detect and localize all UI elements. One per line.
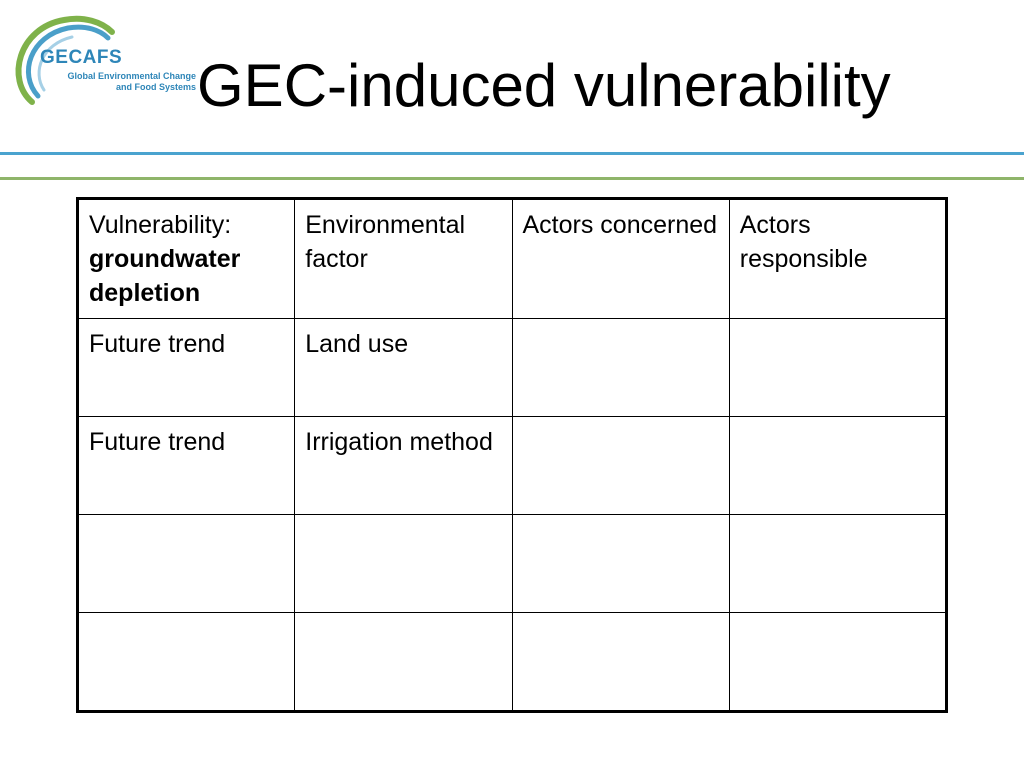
logo-subtitle-line-2: and Food Systems — [115, 82, 196, 92]
logo-name: GECAFS — [40, 47, 123, 68]
table-cell — [512, 515, 729, 613]
table-cell — [512, 417, 729, 515]
table-cell — [78, 613, 295, 712]
table-header-row — [78, 199, 947, 319]
header-cell-vulnerability — [78, 199, 295, 319]
header-vulnerability-label: Vulnerability: — [89, 211, 232, 239]
table-row — [78, 319, 947, 417]
logo-subtitle-line-1: Global Environmental Change — [67, 71, 196, 81]
table-cell — [729, 515, 946, 613]
slide-title: GEC-induced vulnerability — [197, 52, 891, 119]
table-cell — [78, 515, 295, 613]
title-divider-blue — [0, 152, 1024, 155]
table-row — [78, 417, 947, 515]
table-cell: Land use — [295, 319, 512, 417]
table-row — [78, 613, 947, 712]
title-divider-green — [0, 177, 1024, 180]
table-row — [78, 515, 947, 613]
header-cell-environmental-factor: Environmental factor — [295, 199, 512, 319]
table-cell — [295, 613, 512, 712]
gecafs-logo — [12, 10, 196, 110]
header-cell-actors-responsible: Actors responsible — [729, 199, 946, 319]
header-vulnerability-value: groundwater depletion — [89, 245, 241, 307]
table-cell — [512, 319, 729, 417]
table-cell: Future trend — [78, 319, 295, 417]
logo-subtitle — [56, 71, 196, 93]
table-cell: Future trend — [78, 417, 295, 515]
table-cell — [512, 613, 729, 712]
vulnerability-table — [76, 197, 948, 713]
header-cell-actors-concerned: Actors concerned — [512, 199, 729, 319]
table-cell — [729, 417, 946, 515]
table-cell — [729, 613, 946, 712]
table-cell — [295, 515, 512, 613]
table-cell — [729, 319, 946, 417]
table-cell: Irrigation method — [295, 417, 512, 515]
